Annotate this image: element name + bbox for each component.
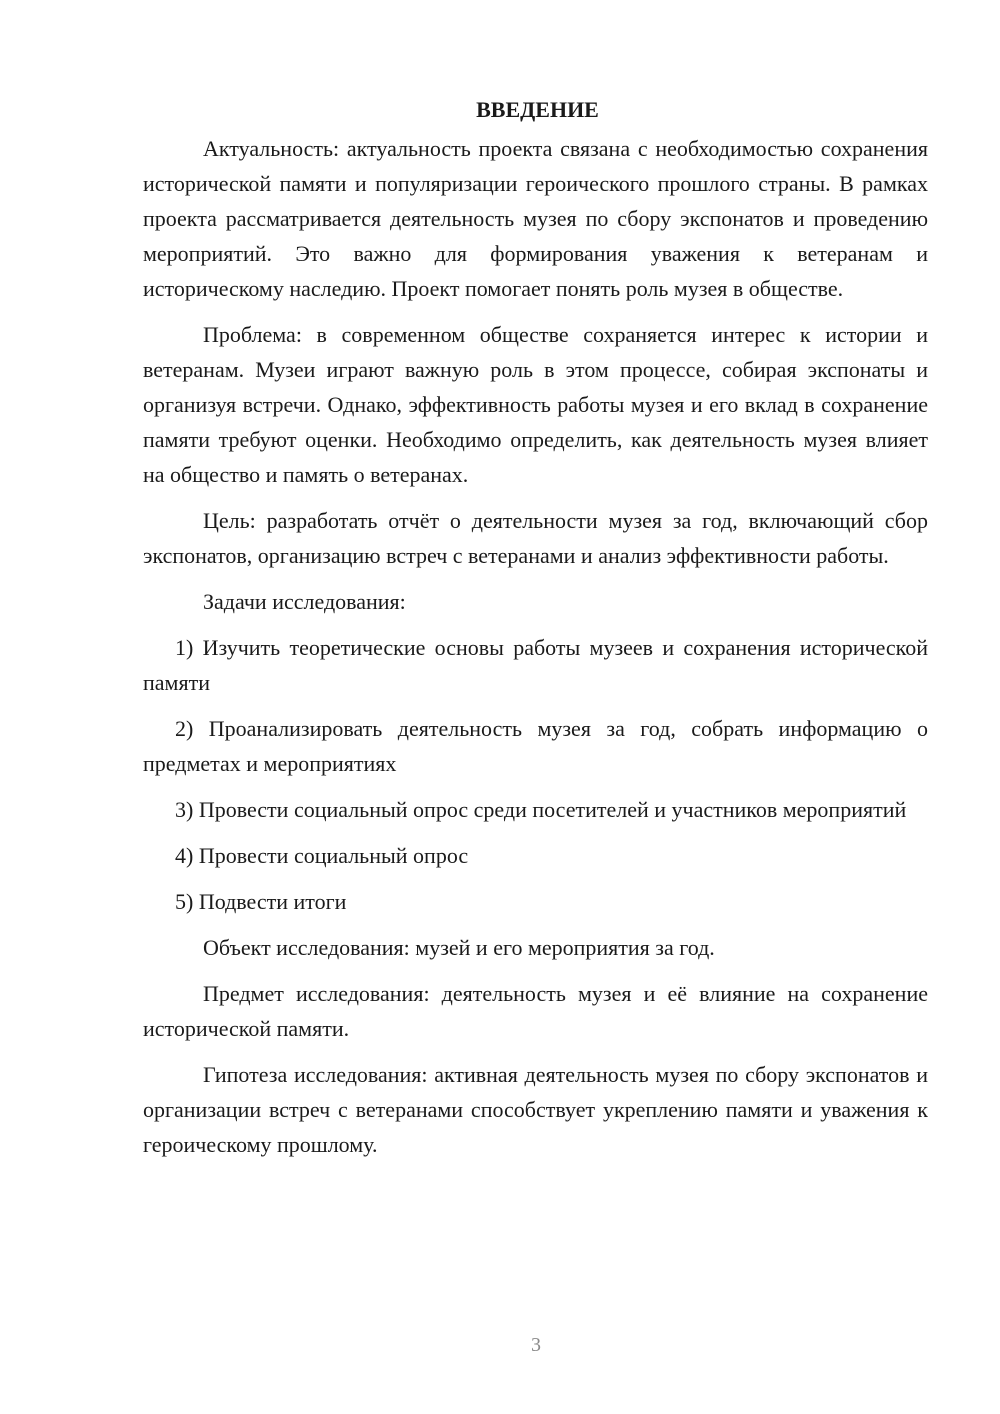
object-paragraph: Объект исследования: музей и его мероприятия за год.: [203, 935, 715, 960]
task-item-4: 4) Провести социальный опрос: [175, 843, 469, 868]
page-title: ВВЕДЕНИЕ: [476, 97, 599, 122]
page-number: 3: [531, 1334, 541, 1356]
page-content: [143, 92, 928, 1173]
task-item-5: 5) Подвести итоги: [175, 889, 347, 914]
subject-paragraph: Предмет исследования: деятельность музея и её влияние на сохранение исторической памяти.: [143, 981, 928, 1041]
task-item-2: 2) Проанализировать деятельность музея за год, собрать информацию о предметах и мероприятиях: [143, 716, 928, 776]
task-item-3: 3) Провести социальный опрос среди посетителей и участников мероприятий: [175, 797, 907, 822]
task-item-1: 1) Изучить теоретические основы работы музеев и сохранения исторической памяти: [143, 635, 928, 695]
problem-paragraph: Проблема: в современном обществе сохраняется интерес к истории и ветеранам. Музеи играют важную роль в этом процессе, собирая экспонаты и организуя встречи. Однако, эффективность работы музея и его вклад в сохранение памяти требуют оценки. Необходимо определить, как деятельность музея влияет на общество и память о ветеранах.: [143, 322, 928, 487]
tasks-heading: Задачи исследования:: [203, 589, 406, 614]
hypothesis-paragraph: Гипотеза исследования: активная деятельность музея по сбору экспонатов и организации встреч с ветеранами способствует укреплению памяти и уважения к героическому прошлому.: [143, 1062, 928, 1157]
goal-paragraph: Цель: разработать отчёт о деятельности музея за год, включающий сбор экспонатов, организацию встреч с ветеранами и анализ эффективности работы.: [143, 508, 928, 568]
relevance-paragraph: Актуальность: актуальность проекта связана с необходимостью сохранения исторической памяти и популяризации героического прошлого страны. В рамках проекта рассматривается деятельность музея по сбору экспонатов и проведению мероприятий. Это важно для формирования уважения к ветеранам и историческому наследию. Проект помогает понять роль музея в обществе.: [143, 136, 928, 301]
